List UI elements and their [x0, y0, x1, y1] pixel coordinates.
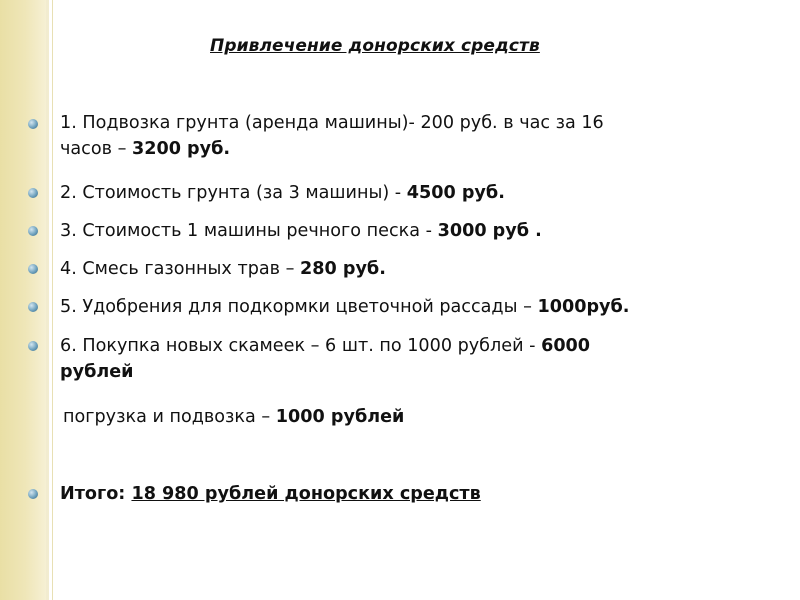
- list-item-2: [60, 180, 505, 206]
- list-item-3-text: 3. Стоимость 1 машины речного песка -: [60, 221, 438, 241]
- bullet-icon: [28, 188, 38, 198]
- list-item-4: [60, 256, 386, 282]
- decorative-band-line: [52, 0, 53, 600]
- decorative-left-band: [0, 0, 46, 600]
- decorative-band-edge: [46, 0, 49, 600]
- list-item-4-amount: 280 руб.: [300, 259, 386, 279]
- list-item-6-line1: [60, 333, 590, 359]
- bullet-icon: [28, 341, 38, 351]
- list-item-6: [60, 333, 590, 385]
- list-item-2-amount: 4500 руб.: [406, 183, 505, 203]
- list-item-5-text: 5. Удобрения для подкормки цветочной рассады –: [60, 297, 538, 317]
- list-item-1: [60, 110, 604, 162]
- bullet-icon: [28, 302, 38, 312]
- list-item-3-amount: 3000 руб .: [437, 221, 542, 241]
- list-item-6-unit: рублей: [60, 362, 134, 382]
- total-label: Итого:: [60, 484, 132, 504]
- list-item-2-text: 2. Стоимость грунта (за 3 машины) -: [60, 183, 407, 203]
- list-item-4-text: 4. Смесь газонных трав –: [60, 259, 300, 279]
- list-item-1-line2: [60, 136, 604, 162]
- list-item-5: [60, 294, 629, 320]
- total-value: 18 980 рублей донорских средств: [131, 484, 481, 504]
- extra-cost-line: [63, 404, 404, 430]
- bullet-icon: [28, 264, 38, 274]
- list-item-1-amount: 3200 руб.: [131, 139, 231, 159]
- list-item-1-prefix: часов –: [60, 139, 132, 159]
- list-item-6-text: 6. Покупка новых скамеек – 6 шт. по 1000 рублей -: [60, 336, 542, 356]
- slide-title: Привлечение донорских средств: [210, 36, 540, 56]
- bullet-icon: [28, 489, 38, 499]
- bullet-icon: [28, 226, 38, 236]
- bullet-icon: [28, 119, 38, 129]
- list-item-6-amount: 6000: [541, 336, 591, 356]
- extra-cost-amount: 1000 рублей: [275, 407, 405, 427]
- list-item-5-amount: 1000руб.: [537, 297, 630, 317]
- list-item-1-line1: 1. Подвозка грунта (аренда машины)- 200 руб. в час за 16: [60, 113, 604, 133]
- extra-cost-text: погрузка и подвозка –: [63, 407, 276, 427]
- list-item-3: [60, 218, 542, 244]
- list-item-6-line2: [60, 359, 590, 385]
- total-line: [60, 481, 481, 507]
